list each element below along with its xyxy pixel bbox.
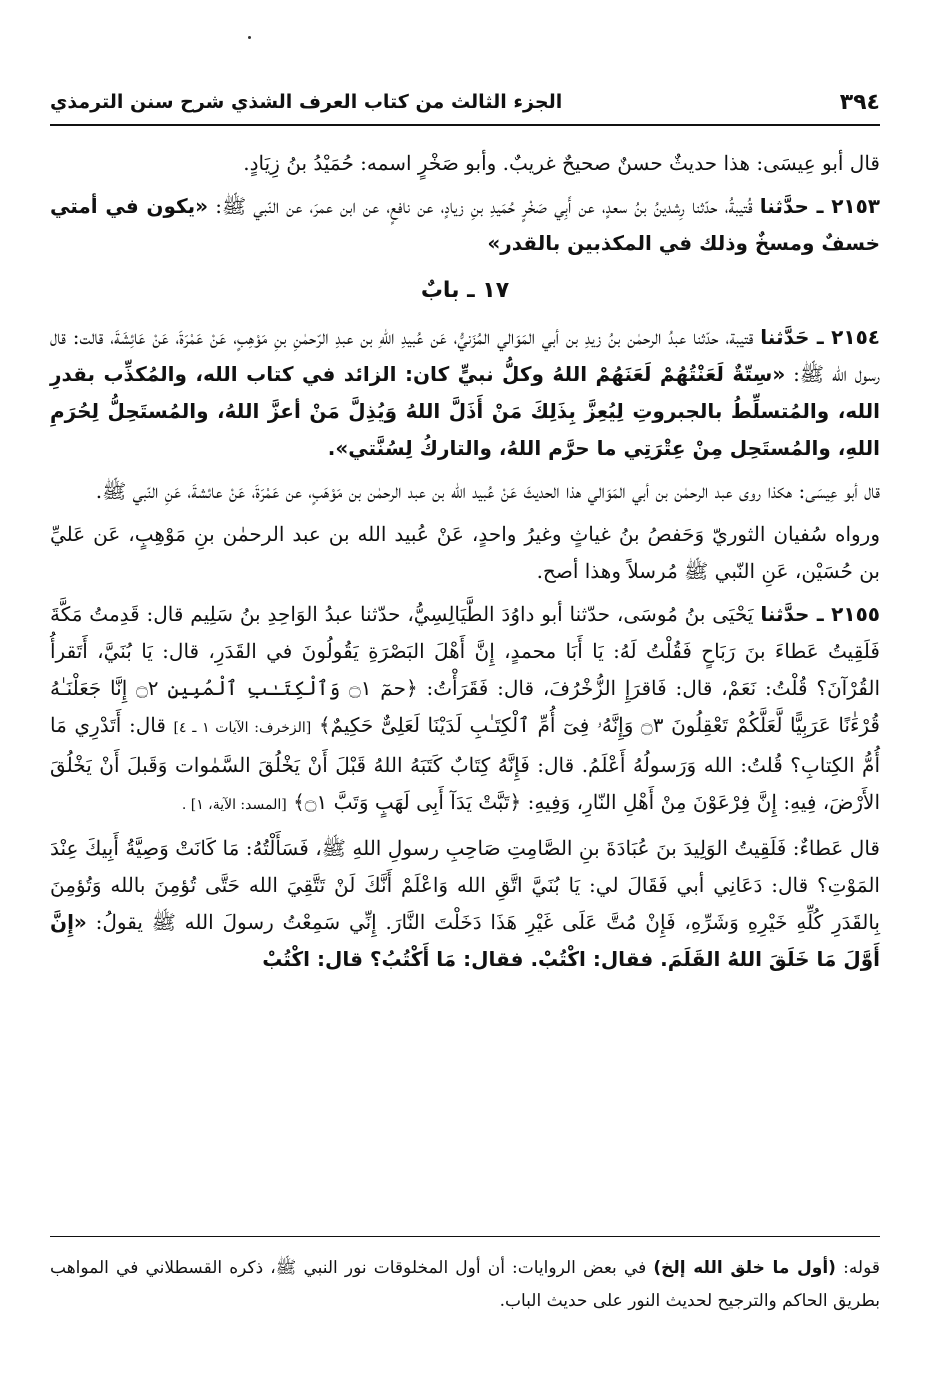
footnote-lead: قوله: [843, 1258, 881, 1278]
hadith-matn: «يكون في أمتي خسفٌ ومسخٌ وذلك في المكذبين بالقدر» [50, 194, 880, 255]
verse-reference: [المسد: الآية، ١] . [181, 797, 287, 813]
hadith-2155 [50, 596, 880, 824]
paragraph-text: ورواه سُفيان الثوريّ وَحَفصُ بنُ غياثٍ وغيرُ واحدٍ، عَنْ عُبيد الله بن عبد الرحمٰن بنِ مَوْهِبٍ، عَن عَليِّ بن حُسَيْن، عَنِ النّبي ﷺ مُرسلاً وهذا أصح. [50, 522, 880, 583]
footnote-text: في بعض الروايات: أن أول المخلوقات نور النبي ﷺ، ذكره القسطلاني في المواهب بطريق الحاكم والترجيح لحديث النور على حديث الباب. [50, 1258, 880, 1311]
paragraph-text: قال أبو عِيسَى: هذا حديثٌ حسنٌ صحيحٌ غريبٌ. وأبو صَخْرٍ اسمه: حُمَيْدُ بنُ زِيَادٍ. [243, 151, 880, 175]
footnote-divider [50, 1236, 880, 1237]
paragraph-text: قال أبو عِيسَى: هكذا روى عبد الرحمٰن بن أبي المَوَالي هذا الحديثَ عَنْ عُبيد الله بن عبد الرحمٰن بن مَوْهَبٍ، عن عَمْرَةَ، عَنْ عائشةَ، عَنِ النّبي ﷺ. [95, 479, 880, 503]
footnote-term: (أول ما خلق الله إلخ) [653, 1258, 836, 1278]
verse-reference: [الزخرف: الآيات ١ ـ ٤] [173, 720, 312, 736]
hadith-chain: يَحْيَى بنُ مُوسَى، حدّثنا أبو داوُدَ الطَّيَالِسِيُّ، حدّثنا عبدُ الوَاحِدِ بنُ سَلِيم قال: قَدِمتُ مَكَّةَ فَلَقِيتُ عَطاءَ بنَ رَبَاحٍ فَقُلْتُ لَهُ: يَا أَبَا محمدٍ، إِنَّ أَهْلَ البَصْرَةِ يَقُولُونَ في القَدَرِ، قال: يَا بُنَيَّ، أَتَقرأُ القُرْآنَ؟ قُلْتُ: نَعَمْ، قال: فَاقرَإِ الزُّخْرُفَ، قال: فَقَرَأْتُ: [50, 602, 881, 700]
chapter-heading: ١٧ ـ بابٌ [420, 278, 510, 303]
paragraph-abu-isa-2 [50, 473, 880, 510]
paragraph-abu-isa-1 [50, 145, 880, 182]
header-divider [50, 124, 880, 126]
hadith-2153 [50, 188, 880, 262]
hadith-number: ٢١٥٤ ـ حَدَّثنا [760, 325, 880, 349]
paragraph-riwaya [50, 516, 880, 590]
hadith-chain: قُتيبةُ، حدّثنا رِشدينُ بنُ سعدٍ، عن أَبِي صَخْرٍ حُمَيدِ بنِ زيادٍ، عن نافعٍ، عن ابن عمرَ، عن النّبي ﷺ: [215, 194, 753, 218]
hadith-number: ٢١٥٥ ـ حدَّثنا [760, 602, 880, 626]
running-header [50, 84, 880, 120]
hadith-2154 [50, 319, 880, 467]
quran-verses: ﴿حمٓ ۝١ وَٱلْكِتَـٰبِ ٱلْمُبِينِ ۝٢ إِنَّا جَعَلْنَـٰهُ قُرْءَٰنًا عَرَبِيًّا لَّعَلَّكُمْ تَعْقِلُونَ ۝٣ وَإِنَّهُۥ فِىٓ أُمِّ ٱلْكِتَـٰبِ لَدَيْنَا لَعَلِىٌّ حَكِيمٌ﴾ [50, 676, 880, 737]
hadith-matn: «سِتّةٌ لَعَنْتُهُمْ لَعَنَهُمْ اللهُ وكلُّ نبيٍّ كان: الزائد في كتاب الله، والمُكذِّب بقدرِ الله، والمُتسلِّطُ بالجبروتِ لِيُعِزَّ بِذَلِكَ مَنْ أَذَلَّ اللهُ وَيُذِلَّ مَنْ أعزَّ اللهُ، والمُستَحِلُّ لِحُرَمِ اللهِ، والمُستَحِل مِنْ عِتْرَتِي ما حرَّم اللهُ، والتاركُ لِسُنَّتي». [50, 362, 880, 460]
footnote [50, 1252, 880, 1318]
quran-verse: ﴿تَبَّتْ يَدَآ أَبِى لَهَبٍ وَتَبَّ ۝١﴾ [293, 790, 522, 814]
hadith-number: ٢١٥٣ ـ حدَّثنا [759, 194, 881, 218]
main-text [50, 145, 880, 984]
scan-dot [248, 36, 251, 39]
header-title: الجزء الثالث من كتاب العرف الشذي شرح سنن الترمذي [50, 91, 563, 113]
paragraph-text: قال عَطاءٌ: فَلَقِيتُ الوَلِيدَ بنَ عُبَادَةَ بنِ الصَّامِتِ صَاحِبِ رسولِ اللهِ ﷺ، فَسَأَلْتُهُ: مَا كَانَتْ وَصِيَّةُ أَبِيكَ عِنْدَ المَوْتِ؟ قال: دَعَانِي أبي فَقَالَ لي: يَا بُنَيَّ اتَّقِ الله وَاعْلَمْ أَنَّكَ لَنْ تَتَّقِيَ الله حَتَّى تُؤمِنَ بالله وَتُؤمِنَ بِالقَدَرِ كُلِّهِ خَيْرِهِ وَشَرِّهِ، فَإِنْ مُتَّ عَلَى غَيْرِ هَذَا دَخَلْتَ النَّارَ. إِنِّي سَمِعْتُ رسولَ الله ﷺ يقولُ: [50, 836, 880, 934]
page-number: ٣٩٤ [839, 89, 880, 115]
hadith-chain: قتيبة، حدّثنا عبدُ الرحمٰن بنُ زيدِ بن أبي المَوَالي المُزَنيُّ، عَن عُبيدِ اللهِ بن عبدِ الرّحمٰنِ بنِ مَوْهِبٍ، عَنْ عَمْرَةَ، عَنْ عَائِشَةَ، قالت: قال رسول الله ﷺ: [50, 325, 880, 386]
hadith-continuation: قال: أَتَدْرِي مَا أُمُّ الكِتابِ؟ قُلتُ: الله وَرَسولُهُ أَعْلَمُ. قال: فَإِنَّهُ كِتَابٌ كَتَبَهُ اللهُ قَبْلَ أَنْ يَخْلُقَ السَّمٰوات وَقَبلَ أَنْ يَخْلُقَ الأَرْضَ، فِيهِ: إِنَّ فِرْعَوْنَ مِنْ أَهْلِ النّارِ، وَفِيهِ: [50, 713, 880, 814]
hadith-matn: «إِنَّ أَوَّلَ مَا خَلَقَ اللهُ القَلَمَ. فقال: اكْتُبْ. فقال: مَا أَكْتُبُ؟ قال: اكْتُبْ [50, 910, 880, 971]
paragraph-ata [50, 830, 880, 978]
